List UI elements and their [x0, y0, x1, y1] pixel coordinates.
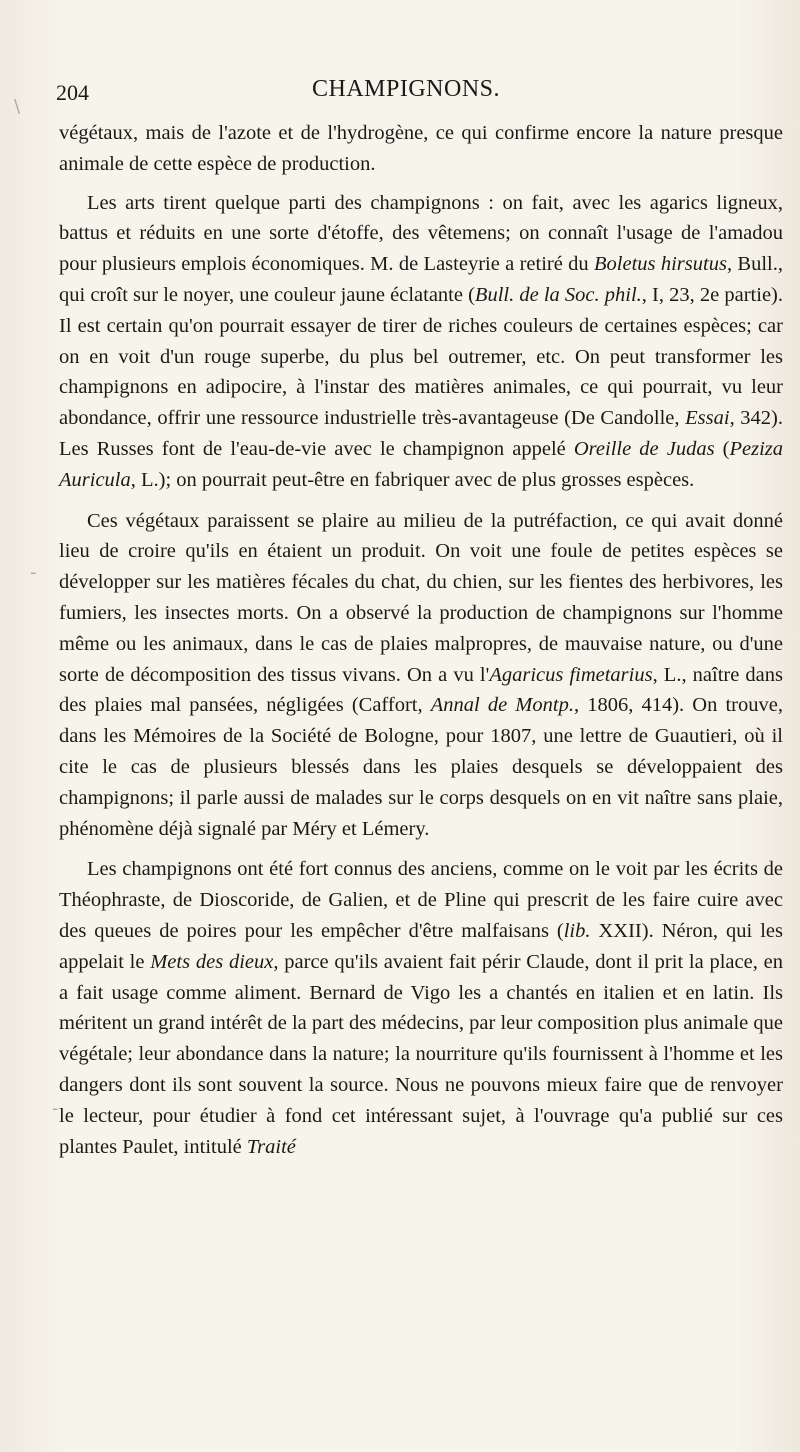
text-segment: , L., naître dans des plaies mal pansées, négligées (Caffort, [59, 663, 784, 717]
paragraph [59, 118, 783, 180]
margin-mark: - [30, 562, 37, 583]
running-head: CHAMPIGNONS. [311, 76, 501, 102]
text-segment: , parce qu'ils avaient fait périr Claude, dont il prit la place, en a fait usage comme aliment. Bernard de Vigo les a chantés en italien et en latin. Ils méritent un grand intérêt de la part des médecins, par leur composition plus animale que végétale; leur abondance dans la nature; la nourriture qu'ils fournissent à l'homme et les dangers dont ils sont souvent la source. Nous ne pouvons mieux faire que de renvoyer le lecteur, pour étudier à fond cet intéressant sujet, à l'ouvrage qu'a publié sur ces plantes Paulet, intitulé [59, 950, 783, 1158]
italic-segment: Traité [246, 1135, 296, 1158]
margin-mark: \ [14, 96, 21, 117]
italic-segment: Boletus hirsutus [594, 253, 727, 276]
text-segment: , 342). Les Russes font de l'eau-de-vie avec le champignon appelé [59, 407, 783, 460]
text-segment: XXII). Néron, qui les appelait le [59, 919, 783, 973]
page-number: 204 [56, 80, 89, 105]
page-header [56, 74, 756, 110]
italic-segment: Essai [685, 407, 730, 430]
italic-segment: Peziza Auricula [59, 437, 784, 491]
text-segment: Les champignons ont été fort connus des anciens, comme on le voit par les écrits de Théophraste, de Dioscoride, de Galien, et de Pline qui prescrit de les faire cuire avec des queues de poires pour les empêcher d'être malfaisans ( [59, 858, 783, 942]
paragraph [59, 854, 783, 1162]
italic-segment: lib. [563, 919, 591, 942]
text-segment: , I, 23, 2e partie). Il est certain qu'on pourrait essayer de tirer de riches couleurs de certaines espèces; car on en voit d'un rouge superbe, du plus bel outremer, etc. On peut transformer les champignons en adipocire, à l'instar des matières animales, ce qui pourrait, vu leur abondance, offrir une ressource industrielle très-avantageuse (De Candolle, [59, 283, 784, 430]
italic-segment: Annal de Montp. [430, 694, 574, 717]
italic-segment: Oreille de Judas [573, 437, 715, 460]
text-segment: , 1806, 414). On trouve, dans les Mémoires de la Société de Bologne, pour 1807, une lettre de Guautieri, où il cite le cas de plusieurs blessés dans les plaies desquels se développaient des champignons; il parle aussi de malades sur le corps desquels on en vit naître sans plaie, phénomène déjà signalé par Méry et Lémery. [59, 694, 783, 840]
text-segment: végétaux, mais de l'azote et de l'hydrogène, ce qui confirme encore la nature presque animale de cette espèce de production. [59, 122, 783, 175]
italic-segment: Bull. de la Soc. phil. [474, 283, 642, 306]
margin-mark: - [52, 1098, 59, 1119]
paragraph [59, 506, 783, 845]
text-segment: Les arts tirent quelque parti des champignons : on fait, avec les agarics ligneux, battus et réduits en une sorte d'étoffe, des vêtemens; on connaît l'usage de l'amadou pour plusieurs emplois économiques. M. de Lasteyrie a retiré du [59, 191, 783, 276]
body-text [59, 118, 783, 1172]
italic-segment: Mets des dieux [150, 950, 274, 973]
text-segment: Ces végétaux paraissent se plaire au milieu de la putréfaction, ce qui avait donné lieu de croire qu'ils en étaient un produit. On voit une foule de petites espèces se développer sur les matières fécales du chat, du chien, sur les fientes des herbivores, les fumiers, les insectes morts. On a observé la production de champignons sur l'homme même ou les animaux, dans le cas de plaies malpropres, de mauvaise nature, ou d'une sorte de décomposition des tissus vivans. On a vu l' [59, 509, 783, 686]
text-segment: , Bull., qui croît sur le noyer, une couleur jaune éclatante ( [59, 253, 783, 306]
paragraph [59, 188, 783, 496]
text-segment: ( [714, 437, 730, 460]
text-segment: , L.); on pourrait peut-être en fabriquer avec de plus grosses espèces. [130, 468, 695, 491]
italic-segment: Agaricus fimetarius [489, 663, 653, 686]
